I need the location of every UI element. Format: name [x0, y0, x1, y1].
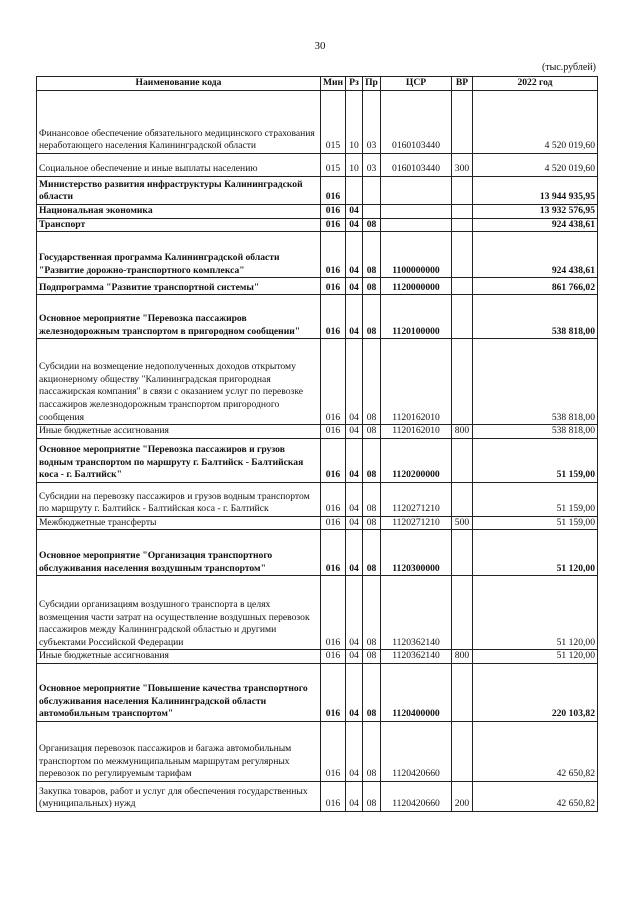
cell-min: 016 — [321, 278, 346, 295]
header-min: Мин — [321, 77, 346, 91]
table-row — [37, 278, 598, 295]
cell-rz: 04 — [346, 438, 363, 482]
cell-pr: 08 — [363, 425, 381, 439]
cell-pr — [363, 177, 381, 205]
table-row — [37, 232, 598, 278]
table-row — [37, 177, 598, 205]
cell-pr: 08 — [363, 278, 381, 295]
cell-sum: 538 818,00 — [473, 339, 598, 425]
cell-name: Министерство развития инфраструктуры Калининградской области — [37, 177, 321, 205]
cell-csr: 1120362140 — [381, 576, 452, 650]
cell-sum: 51 120,00 — [473, 650, 598, 664]
cell-vr — [452, 232, 473, 278]
cell-csr: 1120420660 — [381, 781, 452, 811]
cell-pr — [363, 205, 381, 219]
cell-pr: 08 — [363, 530, 381, 576]
cell-pr: 08 — [363, 482, 381, 516]
cell-csr: 1120271210 — [381, 516, 452, 530]
cell-vr — [452, 218, 473, 232]
table-row — [37, 721, 598, 781]
cell-sum: 924 438,61 — [473, 218, 598, 232]
cell-pr: 03 — [363, 154, 381, 177]
cell-sum: 42 650,82 — [473, 721, 598, 781]
cell-name: Субсидии на перевозку пассажиров и грузов водным транспортом по маршруту г. Балтийск - Балтийская коса - г. Балтийск — [37, 482, 321, 516]
cell-csr: 1120162010 — [381, 339, 452, 425]
cell-vr — [452, 177, 473, 205]
header-csr: ЦСР — [381, 77, 452, 91]
cell-csr: 1120300000 — [381, 530, 452, 576]
cell-name: Иные бюджетные ассигнования — [37, 425, 321, 439]
cell-sum: 538 818,00 — [473, 425, 598, 439]
cell-sum: 13 944 935,95 — [473, 177, 598, 205]
cell-sum: 861 766,02 — [473, 278, 598, 295]
cell-min: 016 — [321, 295, 346, 339]
cell-rz: 04 — [346, 278, 363, 295]
cell-name: Транспорт — [37, 218, 321, 232]
table-row — [37, 438, 598, 482]
cell-vr — [452, 339, 473, 425]
cell-name: Закупка товаров, работ и услуг для обеспечения государственных (муниципальных) нужд — [37, 781, 321, 811]
table-row — [37, 663, 598, 721]
cell-name: Государственная программа Калининградской области "Развитие дорожно-транспортного комплекса" — [37, 232, 321, 278]
cell-min: 015 — [321, 154, 346, 177]
cell-sum: 538 818,00 — [473, 295, 598, 339]
cell-pr: 03 — [363, 91, 381, 154]
cell-pr: 08 — [363, 438, 381, 482]
cell-min: 016 — [321, 232, 346, 278]
cell-name: Основное мероприятие "Организация транспортного обслуживания населения воздушным транспортом" — [37, 530, 321, 576]
cell-rz: 04 — [346, 482, 363, 516]
cell-name: Основное мероприятие "Перевозка пассажиров и грузов водным транспортом по маршруту г. Балтийск - Балтийская коса - г. Балтийск" — [37, 438, 321, 482]
table-row — [37, 650, 598, 664]
cell-name: Основное мероприятие "Перевозка пассажиров железнодорожным транспортом в пригородном сообщении" — [37, 295, 321, 339]
cell-min: 016 — [321, 516, 346, 530]
cell-csr: 1120271210 — [381, 482, 452, 516]
cell-pr: 08 — [363, 576, 381, 650]
cell-pr: 08 — [363, 218, 381, 232]
cell-vr — [452, 663, 473, 721]
page-number: 30 — [314, 40, 326, 52]
header-rz: Рз — [346, 77, 363, 91]
table-row — [37, 781, 598, 811]
cell-rz: 04 — [346, 205, 363, 219]
header-pr: Пр — [363, 77, 381, 91]
cell-name: Организация перевозок пассажиров и багажа автомобильным транспортом по межмуниципальным маршрутам регулярных перевозок по регулируемым тарифам — [37, 721, 321, 781]
cell-vr: 800 — [452, 650, 473, 664]
cell-rz: 04 — [346, 576, 363, 650]
table-row — [37, 205, 598, 219]
cell-rz — [346, 177, 363, 205]
cell-rz: 04 — [346, 663, 363, 721]
cell-csr: 1120200000 — [381, 438, 452, 482]
cell-min: 016 — [321, 438, 346, 482]
cell-vr — [452, 205, 473, 219]
cell-vr — [452, 438, 473, 482]
cell-min: 016 — [321, 177, 346, 205]
table-row — [37, 91, 598, 154]
cell-min: 016 — [321, 576, 346, 650]
cell-sum: 924 438,61 — [473, 232, 598, 278]
table-row — [37, 482, 598, 516]
cell-pr: 08 — [363, 339, 381, 425]
cell-min: 016 — [321, 218, 346, 232]
table-row — [37, 339, 598, 425]
cell-rz: 04 — [346, 425, 363, 439]
budget-table — [36, 76, 598, 812]
cell-csr: 0160103440 — [381, 91, 452, 154]
cell-sum: 220 103,82 — [473, 663, 598, 721]
cell-vr: 300 — [452, 154, 473, 177]
cell-csr: 1120362140 — [381, 650, 452, 664]
cell-min: 016 — [321, 425, 346, 439]
cell-rz: 04 — [346, 516, 363, 530]
cell-min: 015 — [321, 91, 346, 154]
cell-pr: 08 — [363, 650, 381, 664]
header-sum: 2022 год — [473, 77, 598, 91]
cell-rz: 10 — [346, 91, 363, 154]
table-row — [37, 516, 598, 530]
cell-name: Национальная экономика — [37, 205, 321, 219]
cell-pr: 08 — [363, 295, 381, 339]
cell-pr: 08 — [363, 516, 381, 530]
header-name: Наименование кода — [37, 77, 321, 91]
cell-vr: 500 — [452, 516, 473, 530]
table-header-row — [37, 77, 598, 91]
cell-name: Социальное обеспечение и иные выплаты населению — [37, 154, 321, 177]
cell-vr: 800 — [452, 425, 473, 439]
cell-min: 016 — [321, 721, 346, 781]
cell-name: Основное мероприятие "Повышение качества транспортного обслуживания населения Калининградской области автомобильным транспортом" — [37, 663, 321, 721]
cell-csr — [381, 177, 452, 205]
cell-rz: 04 — [346, 721, 363, 781]
cell-min: 016 — [321, 339, 346, 425]
cell-min: 016 — [321, 530, 346, 576]
cell-name: Финансовое обеспечение обязательного медицинского страхования неработающего населения Калининградской области — [37, 91, 321, 154]
cell-vr — [452, 278, 473, 295]
table-row — [37, 154, 598, 177]
cell-vr — [452, 91, 473, 154]
cell-rz: 04 — [346, 232, 363, 278]
table-row — [37, 576, 598, 650]
cell-rz: 04 — [346, 530, 363, 576]
table-row — [37, 218, 598, 232]
cell-csr: 1120000000 — [381, 278, 452, 295]
cell-sum: 13 932 576,95 — [473, 205, 598, 219]
cell-rz: 04 — [346, 218, 363, 232]
cell-min: 016 — [321, 650, 346, 664]
cell-sum: 51 159,00 — [473, 438, 598, 482]
cell-vr — [452, 530, 473, 576]
cell-sum: 51 120,00 — [473, 576, 598, 650]
cell-vr — [452, 482, 473, 516]
cell-vr: 200 — [452, 781, 473, 811]
cell-name: Субсидии организациям воздушного транспорта в целях возмещения части затрат на осуществление воздушных перевозок пассажиров между Калининградской областью и другими субъектами Российской Федерации — [37, 576, 321, 650]
table-row — [37, 425, 598, 439]
cell-name: Субсидии на возмещение недополученных доходов открытому акционерному обществу "Калининградская пригородная пассажирская компания" в связи с оказанием услуг по перевозке пассажиров железнодорожным транспортом пригородного сообщения — [37, 339, 321, 425]
cell-rz: 04 — [346, 295, 363, 339]
cell-sum: 4 520 019,60 — [473, 91, 598, 154]
cell-vr — [452, 721, 473, 781]
cell-csr: 1120162010 — [381, 425, 452, 439]
cell-min: 016 — [321, 482, 346, 516]
cell-csr — [381, 205, 452, 219]
cell-sum: 4 520 019,60 — [473, 154, 598, 177]
cell-vr — [452, 295, 473, 339]
cell-pr: 08 — [363, 663, 381, 721]
cell-min: 016 — [321, 663, 346, 721]
cell-min: 016 — [321, 781, 346, 811]
cell-name: Иные бюджетные ассигнования — [37, 650, 321, 664]
cell-csr: 1120400000 — [381, 663, 452, 721]
cell-rz: 04 — [346, 781, 363, 811]
cell-min: 016 — [321, 205, 346, 219]
cell-csr: 0160103440 — [381, 154, 452, 177]
cell-rz: 04 — [346, 650, 363, 664]
cell-sum: 51 159,00 — [473, 482, 598, 516]
cell-csr: 1120100000 — [381, 295, 452, 339]
cell-csr: 1120420660 — [381, 721, 452, 781]
cell-name: Межбюджетные трансферты — [37, 516, 321, 530]
cell-sum: 51 120,00 — [473, 530, 598, 576]
units-label: (тыс.рублей) — [541, 62, 596, 73]
cell-sum: 42 650,82 — [473, 781, 598, 811]
cell-vr — [452, 576, 473, 650]
cell-pr: 08 — [363, 721, 381, 781]
cell-csr — [381, 218, 452, 232]
table-row — [37, 530, 598, 576]
header-vr: ВР — [452, 77, 473, 91]
cell-rz: 04 — [346, 339, 363, 425]
cell-pr: 08 — [363, 781, 381, 811]
cell-sum: 51 159,00 — [473, 516, 598, 530]
table-row — [37, 295, 598, 339]
cell-csr: 1100000000 — [381, 232, 452, 278]
cell-name: Подпрограмма "Развитие транспортной системы" — [37, 278, 321, 295]
cell-rz: 10 — [346, 154, 363, 177]
cell-pr: 08 — [363, 232, 381, 278]
